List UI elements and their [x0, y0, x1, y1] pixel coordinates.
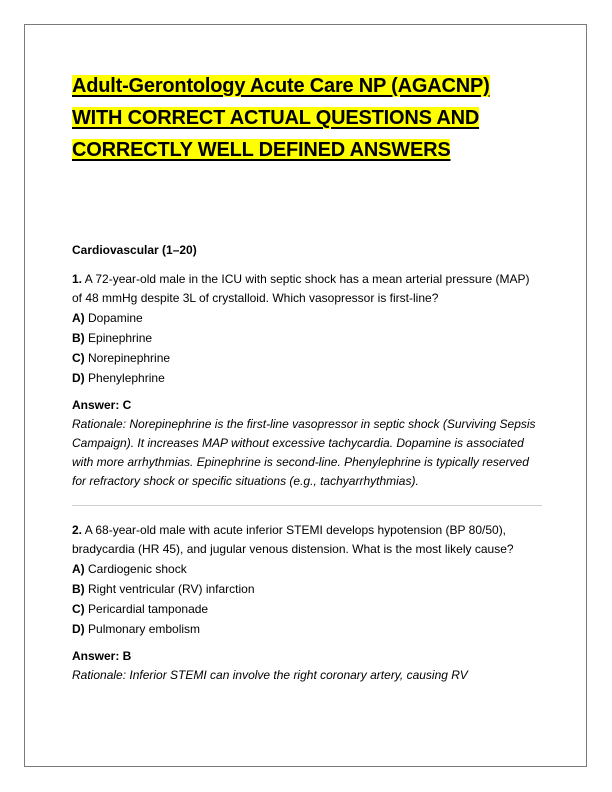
option-d: [72, 368, 542, 388]
option-text: Dopamine: [88, 311, 143, 325]
question-stem: [72, 521, 542, 559]
option-text: Right ventricular (RV) infarction: [88, 582, 255, 596]
option-letter: A): [72, 562, 85, 576]
question-text: A 72-year-old male in the ICU with septic shock has a mean arterial pressure (MAP) of 48 mmHg despite 3L of crystalloid. Which vasopressor is first-line?: [72, 272, 530, 305]
option-text: Pericardial tamponade: [88, 602, 209, 616]
option-text: Pulmonary embolism: [88, 622, 201, 636]
answer-options: [72, 559, 542, 639]
question-stem: [72, 270, 542, 308]
option-text: Norepinephrine: [88, 351, 171, 365]
option-c: [72, 599, 542, 619]
option-letter: D): [72, 622, 85, 636]
answer-options: [72, 308, 542, 388]
option-a: [72, 308, 542, 328]
option-text: Epinephrine: [88, 331, 153, 345]
question-block-1: [72, 270, 542, 491]
document-title-text: Adult-Gerontology Acute Care NP (AGACNP) WITH CORRECT ACTUAL QUESTIONS AND CORRECTLY WELL DEFINED ANSWERS: [72, 75, 490, 161]
option-d: [72, 619, 542, 639]
option-a: [72, 559, 542, 579]
section-heading: Cardiovascular (1–20): [72, 243, 197, 257]
option-letter: C): [72, 602, 85, 616]
document-title: [72, 70, 542, 166]
option-letter: B): [72, 582, 85, 596]
question-number: 2.: [72, 523, 83, 537]
question-text: A 68-year-old male with acute inferior STEMI develops hypotension (BP 80/50), bradycardia (HR 45), and jugular venous distension. What is the most likely cause?: [72, 523, 514, 556]
rationale-text: Rationale: Norepinephrine is the first-line vasopressor in septic shock (Surviving Sepsis Campaign). It increases MAP without excessive tachycardia. Dopamine is associated with more arrhythmias. Epinephrine is second-line. Phenylephrine is typically reserved for refractory shock or specific situations (e.g., tachyarrhythmias).: [72, 417, 536, 488]
option-letter: A): [72, 311, 85, 325]
rationale-text: Rationale: Inferior STEMI can involve the right coronary artery, causing RV: [72, 668, 468, 682]
option-letter: B): [72, 331, 85, 345]
answer-label: Answer: B: [72, 649, 132, 663]
option-letter: D): [72, 371, 85, 385]
option-c: [72, 348, 542, 368]
document-body: [72, 70, 542, 685]
question-block-2: [72, 521, 542, 685]
section-divider: [72, 505, 542, 506]
option-text: Cardiogenic shock: [88, 562, 187, 576]
option-b: [72, 328, 542, 348]
option-letter: C): [72, 351, 85, 365]
answer-label: Answer: C: [72, 398, 132, 412]
option-text: Phenylephrine: [88, 371, 165, 385]
option-b: [72, 579, 542, 599]
question-number: 1.: [72, 272, 83, 286]
